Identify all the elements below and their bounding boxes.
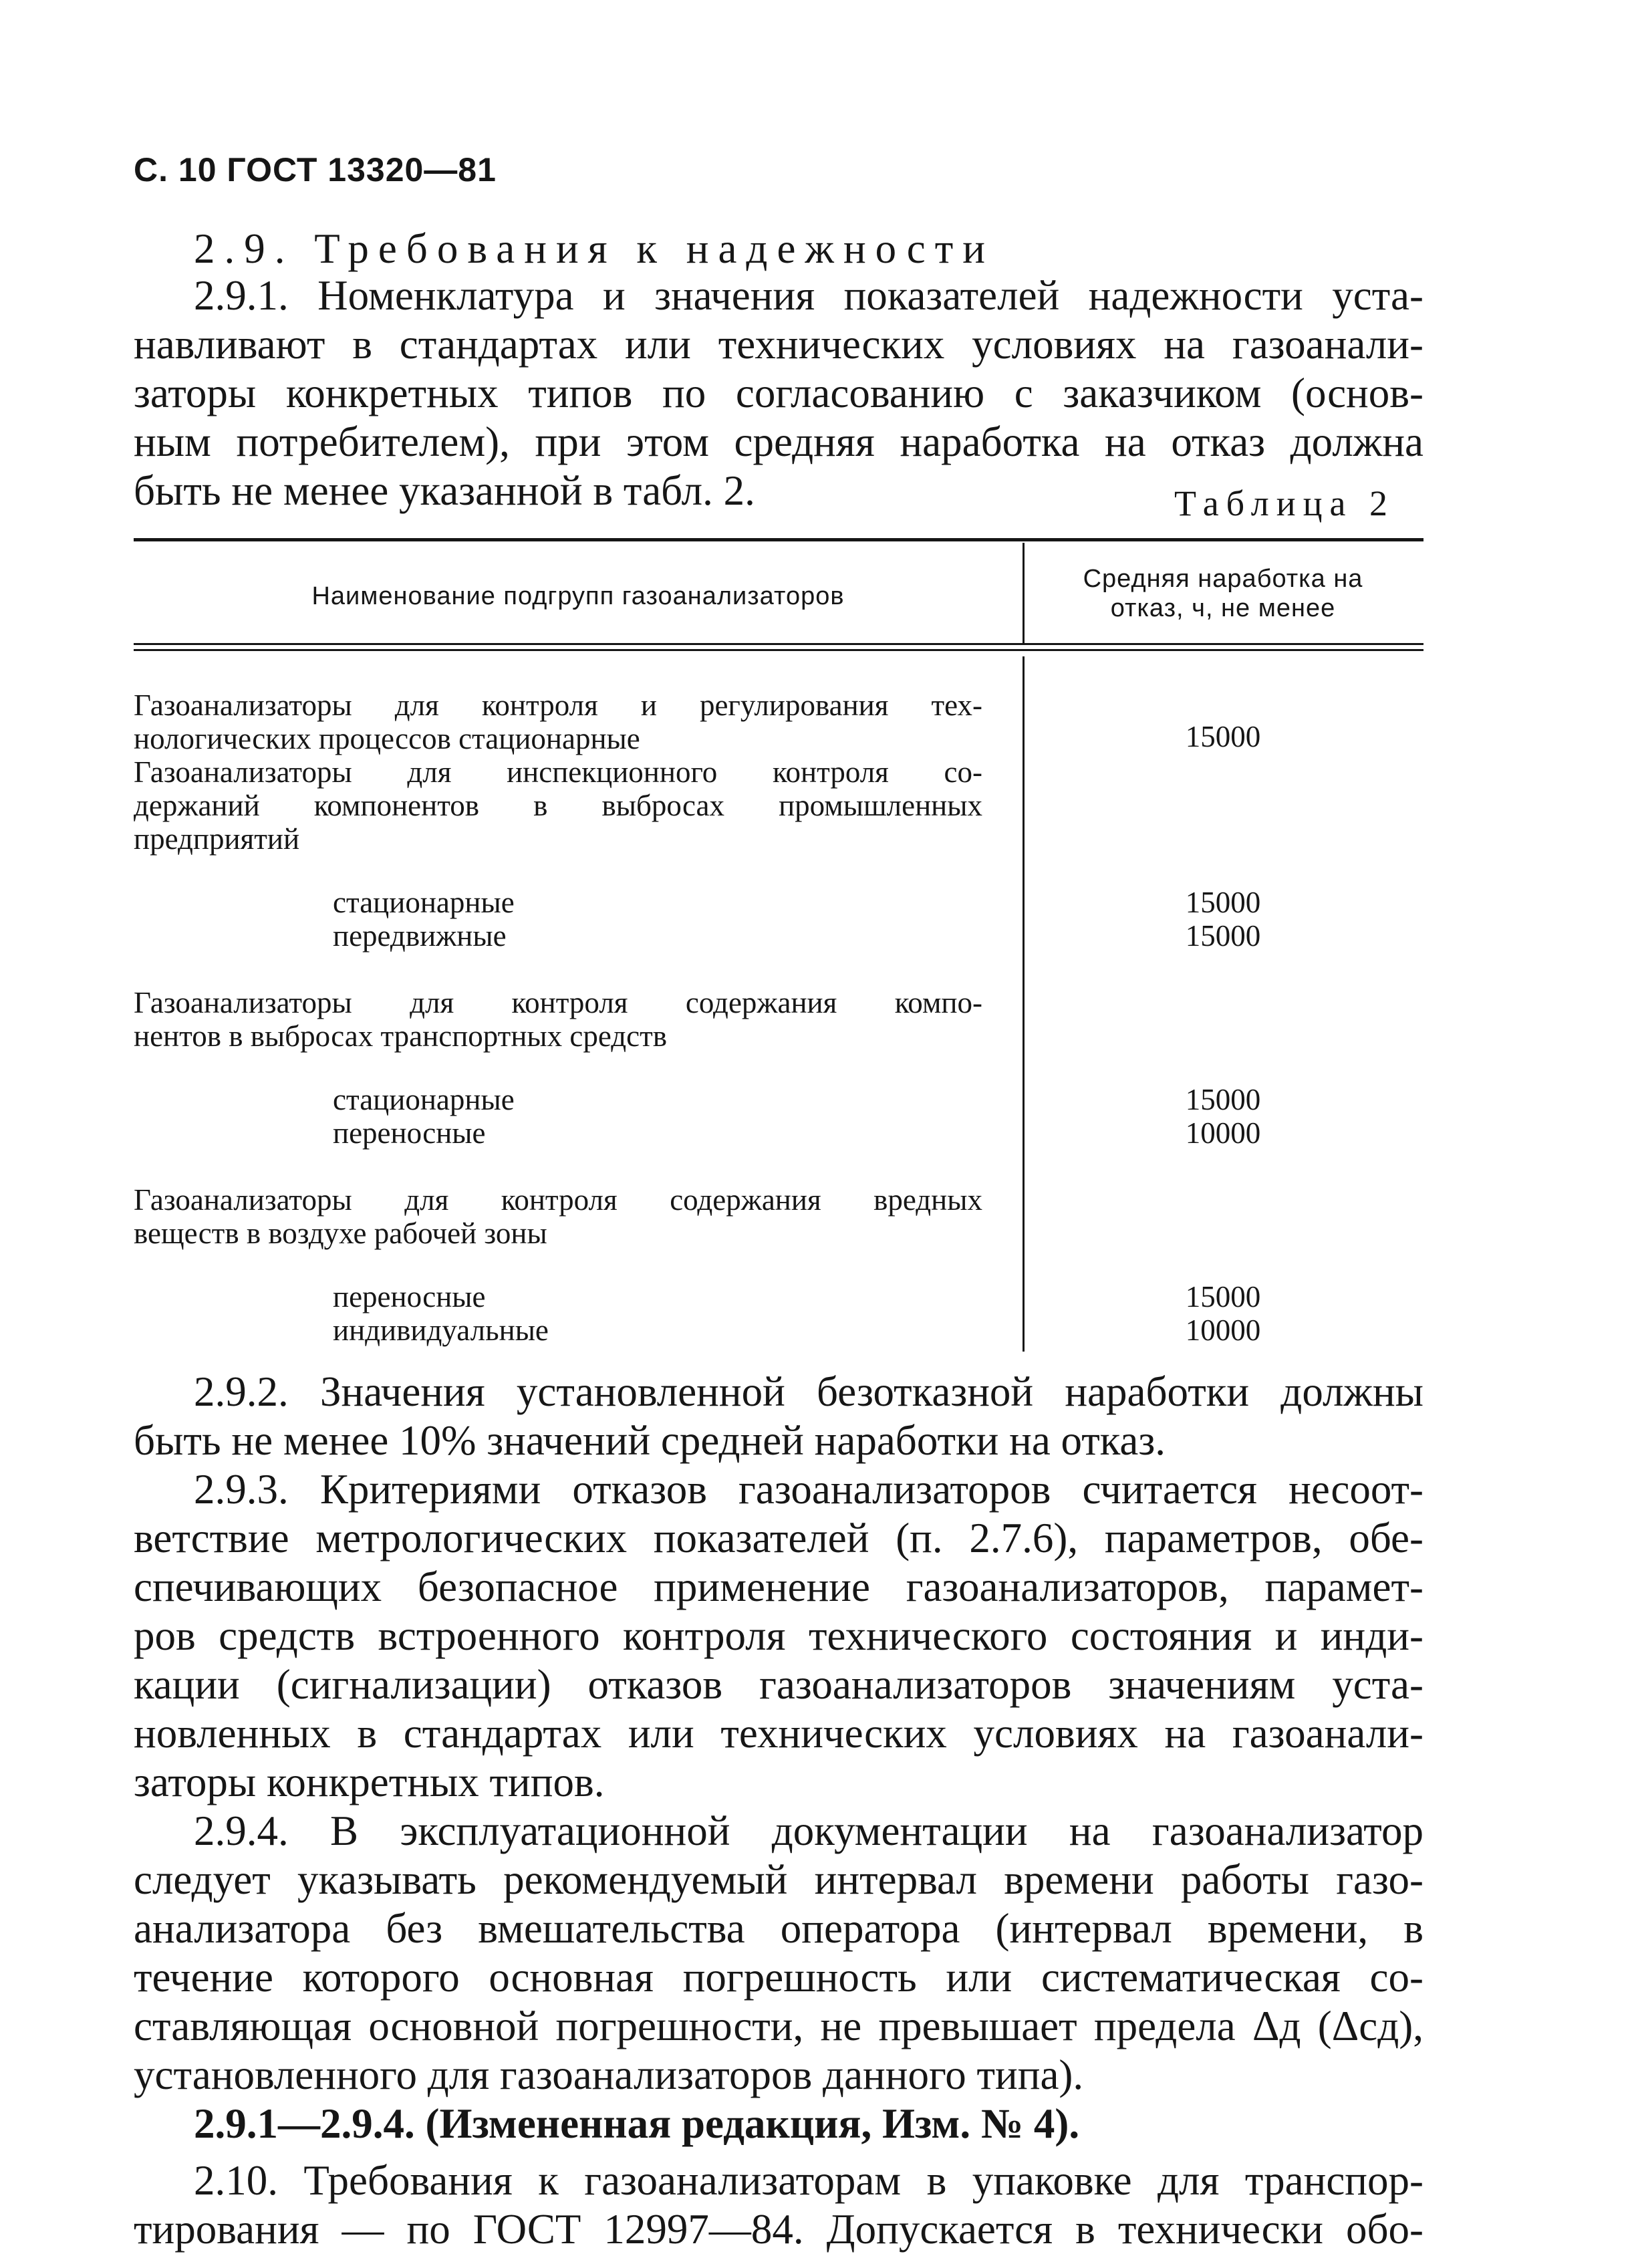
paragraph-2-9-4-line: ставляющая основной погрешности, не превышает предела Δд (Δсд),: [134, 2003, 1423, 2049]
page-header: С. 10 ГОСТ 13320—81: [134, 151, 497, 188]
group-3-subtype: стационарные: [333, 1083, 515, 1116]
group-4-value: 10000: [1185, 1313, 1261, 1347]
paragraph-2-9-1-line: ным потребителем), при этом средняя наработка на отказ должна: [134, 418, 1423, 465]
group-1-line: предприятий: [134, 822, 300, 856]
header-bottom-rule: [134, 649, 1423, 651]
paragraph-2-9-4-line: установленного для газоанализаторов данного типа).: [134, 2051, 1084, 2098]
group-2-value: 15000: [1185, 886, 1261, 919]
paragraph-2-9-3-line: 2.9.3. Критериями отказов газоанализаторов считается несоот-: [194, 1466, 1423, 1513]
table-top-rule: [134, 538, 1423, 541]
paragraph-2-9-3-line: спечивающих безопасное применение газоанализаторов, парамет-: [134, 1563, 1423, 1610]
paragraph-2-9-2-line: быть не менее 10% значений средней наработки на отказ.: [134, 1417, 1166, 1464]
column-header-value: Средняя наработка на отказ, ч, не менее: [1083, 565, 1363, 622]
group-1-line: Газоанализаторы для контроля и регулирования тех-: [134, 688, 982, 722]
section-heading: 2.9. Требования к надежности: [194, 225, 994, 272]
paragraph-2-10-line: тирования — по ГОСТ 12997—84. Допускается в технически обо-: [134, 2206, 1423, 2253]
paragraph-2-9-4-line: течение которого основная погрешность или систематическая со-: [134, 1954, 1423, 2001]
paragraph-2-9-1-line: быть не менее указанной в табл. 2.: [134, 467, 755, 514]
paragraph-2-9-3-line: кации (сигнализации) отказов газоанализаторов значениям уста-: [134, 1661, 1423, 1708]
group-1-line: Газоанализаторы для инспекционного контроля со-: [134, 755, 982, 789]
paragraph-2-9-3-line: заторы конкретных типов.: [134, 1759, 605, 1805]
group-1-line: держаний компонентов в выбросах промышленных: [134, 789, 982, 822]
amendment-note: 2.9.1—2.9.4. (Измененная редакция, Изм. № 4).: [194, 2100, 1080, 2147]
paragraph-2-9-3-line: новленных в стандартах или технических условиях на газоанали-: [134, 1710, 1423, 1757]
group-4-line: Газоанализаторы для контроля содержания вредных: [134, 1183, 982, 1217]
group-3-line: нентов в выбросах транспортных средств: [134, 1019, 668, 1053]
group-1-value: 15000: [1185, 720, 1261, 753]
group-2-value: 15000: [1185, 919, 1261, 953]
paragraph-2-9-4-line: 2.9.4. В эксплуатационной документации на газоанализатор: [194, 1807, 1423, 1854]
paragraph-2-9-3-line: ветствие метрологических показателей (п. 2.7.6), параметров, обе-: [134, 1515, 1423, 1561]
group-4-subtype: переносные: [333, 1280, 486, 1313]
group-4-subtype: индивидуальные: [333, 1313, 549, 1347]
group-3-subtype: переносные: [333, 1116, 486, 1150]
group-4-value: 15000: [1185, 1280, 1261, 1313]
table-label: Таблица 2: [1174, 483, 1395, 523]
body-column-divider: [1023, 656, 1025, 1352]
group-2-subtype: стационарные: [333, 886, 515, 919]
group-3-value: 10000: [1185, 1116, 1261, 1150]
group-3-line: Газоанализаторы для контроля содержания компо-: [134, 986, 982, 1019]
paragraph-2-9-4-line: анализатора без вмешательства оператора (интервал времени, в: [134, 1905, 1423, 1952]
group-4-line: веществ в воздухе рабочей зоны: [134, 1217, 547, 1250]
paragraph-2-9-1-line: 2.9.1. Номенклатура и значения показателей надежности уста-: [194, 272, 1423, 319]
paragraph-2-9-2-line: 2.9.2. Значения установленной безотказной наработки должны: [194, 1368, 1423, 1415]
paragraph-2-10-line: 2.10. Требования к газоанализаторам в упаковке для транспор-: [194, 2157, 1423, 2204]
header-column-divider: [1023, 543, 1025, 643]
group-1-line: нологических процессов стационарные: [134, 722, 640, 755]
header-bottom-rule: [134, 643, 1423, 645]
column-header-name: Наименование подгрупп газоанализаторов: [311, 582, 845, 610]
group-2-subtype: передвижные: [333, 919, 507, 953]
paragraph-2-9-3-line: ров средств встроенного контроля технического состояния и инди-: [134, 1612, 1423, 1659]
paragraph-2-9-1-line: навливают в стандартах или технических условиях на газоанали-: [134, 321, 1423, 368]
group-3-value: 15000: [1185, 1083, 1261, 1116]
paragraph-2-9-1-line: заторы конкретных типов по согласованию с заказчиком (основ-: [134, 370, 1423, 416]
paragraph-2-9-4-line: следует указывать рекомендуемый интервал времени работы газо-: [134, 1856, 1423, 1903]
